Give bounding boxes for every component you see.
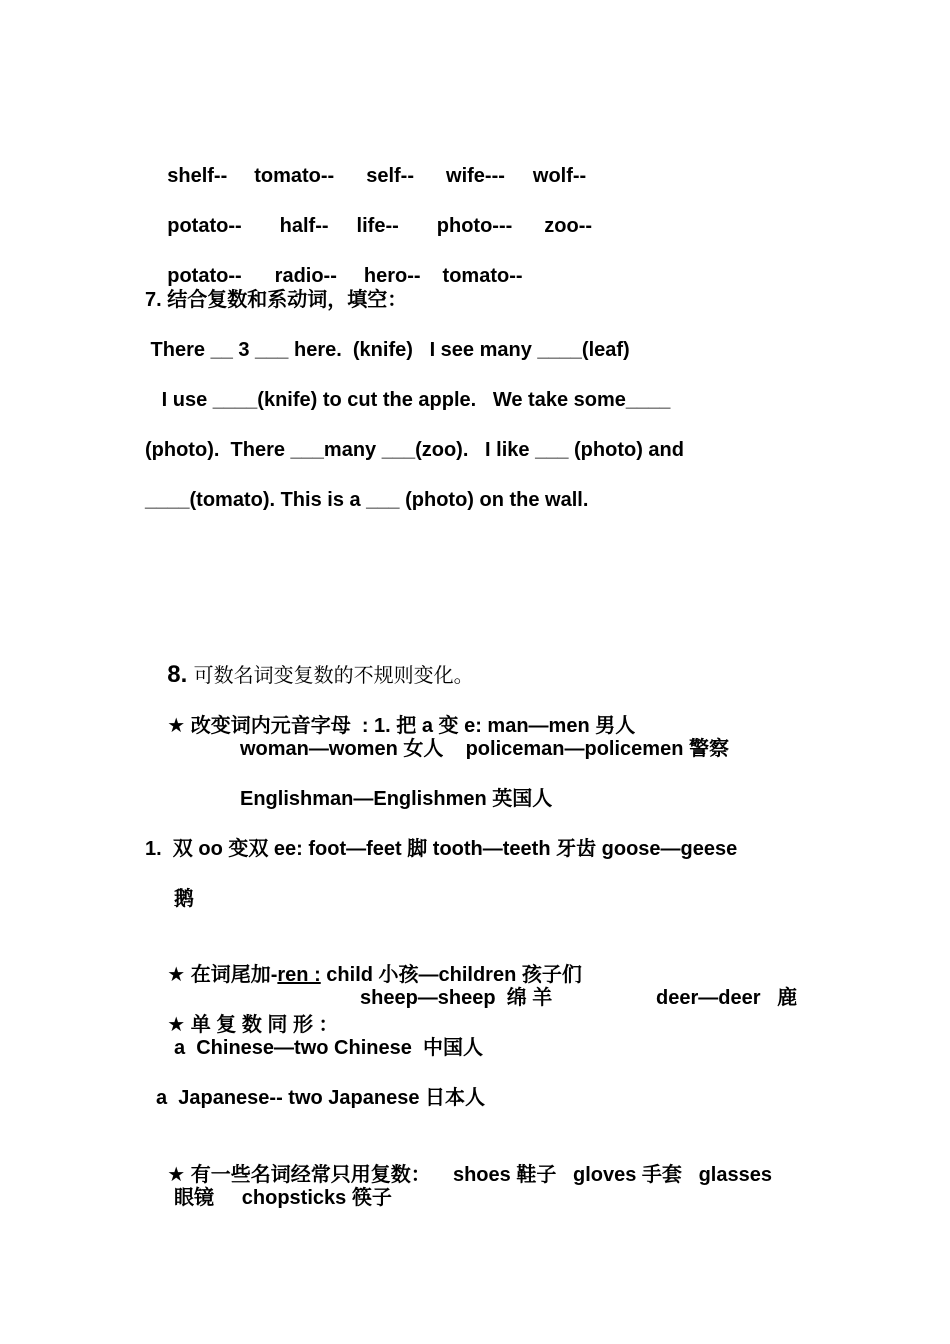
word: tomato--	[254, 165, 335, 187]
star-icon: ★	[167, 962, 186, 986]
q7-heading: 7. 结合复数和系动词，填空：	[145, 289, 408, 311]
word: wolf--	[532, 165, 587, 187]
vowel-change-text: 改变词内元音字母 : 1. 把 a 变 e: man—men 男人	[185, 715, 636, 737]
word: half--	[279, 215, 329, 237]
word: hero--	[363, 265, 421, 287]
word: self--	[366, 165, 415, 187]
word: wife---	[446, 165, 505, 187]
ren-rest: child 小孩—children 孩子们	[320, 964, 582, 986]
q7-line-3: (photo). There ___many ___(zoo). I like ___ (photo) and	[145, 439, 684, 461]
plural-only-line-2: 眼镜 chopsticks 筷子	[174, 1187, 392, 1209]
word: radio--	[274, 265, 337, 287]
word: shelf--	[167, 165, 228, 187]
ren-colon: :	[308, 964, 321, 986]
word: tomato--	[442, 265, 523, 287]
oo-change-line: 1. 双 oo 变双 ee: foot—feet 脚 tooth—teeth 牙齿 goose—geese	[145, 838, 738, 860]
q7-line-2: I use ____(knife) to cut the apple. We take some____	[145, 389, 671, 411]
same-form-japanese: a Japanese-- two Japanese 日本人	[156, 1087, 486, 1109]
same-form-sheep: sheep—sheep 绵 羊	[360, 987, 553, 1009]
oo-change-line-2: 鹅	[174, 888, 194, 910]
q8-title: 可数名词变复数的不规则变化。	[187, 663, 474, 687]
star-icon: ★	[167, 713, 186, 737]
ren-prefix: 在词尾加-	[185, 964, 278, 986]
q8-number: 8.	[167, 661, 188, 688]
word: potato--	[167, 265, 242, 287]
word: photo---	[436, 215, 513, 237]
vowel-change-line-2: woman—women 女人 policeman—policemen 警察	[240, 738, 729, 760]
star-icon: ★	[167, 1012, 186, 1036]
q7-line-4: ____(tomato). This is a ___ (photo) on the wall.	[145, 489, 589, 511]
same-form-chinese: a Chinese—two Chinese 中国人	[174, 1037, 483, 1059]
word: zoo--	[544, 215, 593, 237]
q7-line-1: There __ 3 ___ here. (knife) I see many ____(leaf)	[145, 339, 630, 361]
same-form-deer: deer—deer 鹿	[656, 987, 798, 1009]
ren-underlined: ren	[277, 964, 309, 986]
star-icon: ★	[167, 1162, 186, 1186]
word: life--	[356, 215, 399, 237]
word: potato--	[167, 215, 242, 237]
plural-only-text: 有一些名词经常只用复数： shoes 鞋子 gloves 手套 glasses	[185, 1164, 772, 1186]
same-form-label: 单 复 数 同 形 ：	[185, 1014, 339, 1036]
vowel-change-line-3: Englishman—Englishmen 英国人	[240, 788, 553, 810]
